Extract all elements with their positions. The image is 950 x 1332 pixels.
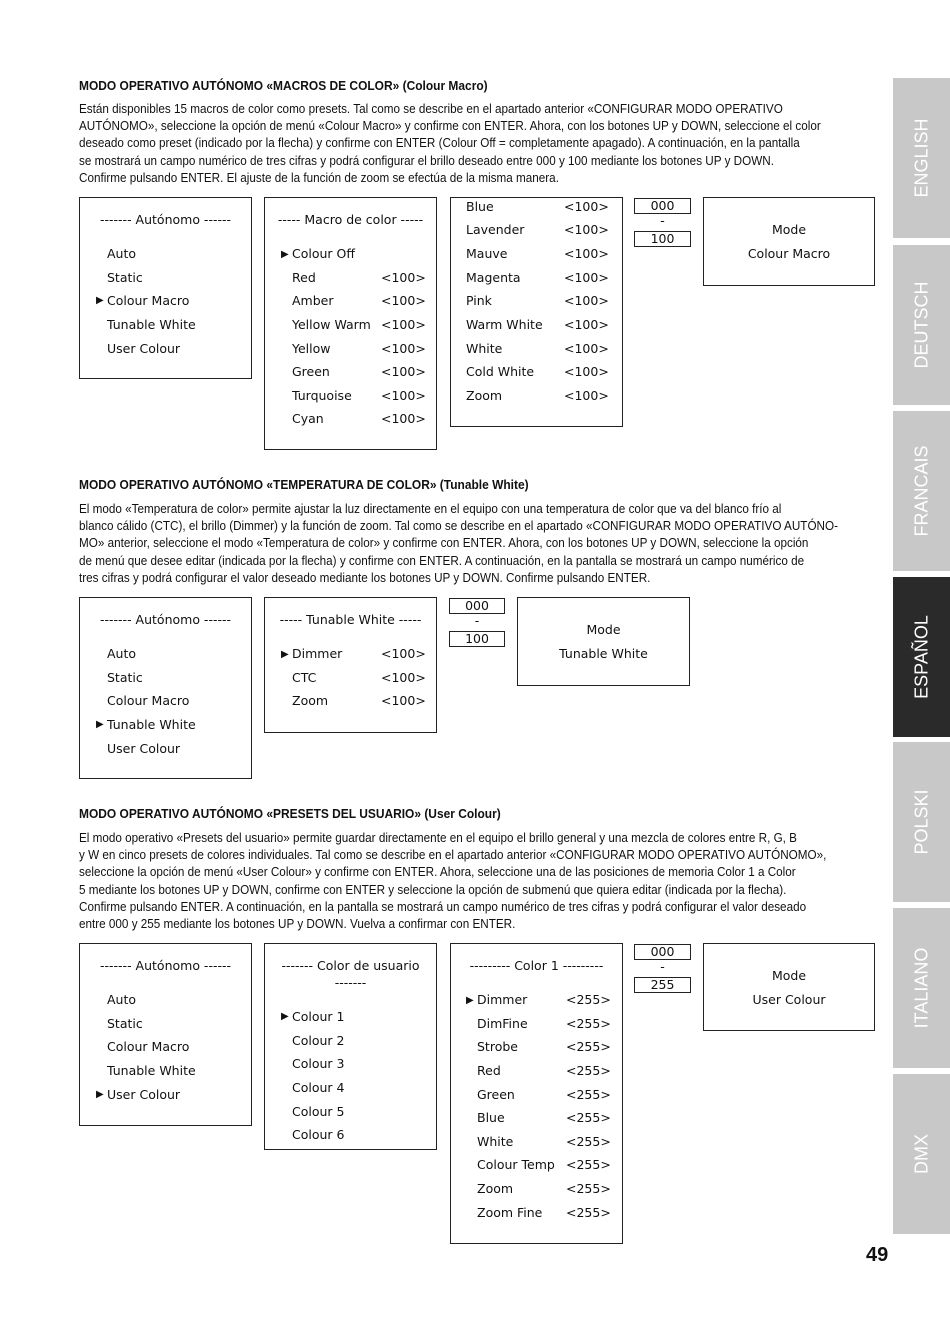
submenu-item-label: Yellow bbox=[292, 341, 331, 356]
submenu-item-value: <100> bbox=[381, 317, 426, 332]
tab-italiano[interactable] bbox=[893, 908, 950, 1068]
selection-arrow-icon: ▶ bbox=[281, 1011, 289, 1022]
range-min-field: 000 bbox=[449, 598, 505, 614]
section-paragraph-user-colour bbox=[79, 829, 827, 932]
submenu-item-label: Yellow Warm bbox=[292, 317, 371, 332]
menu-item-selected: Colour Macro bbox=[107, 293, 190, 308]
menu-item: Auto bbox=[107, 646, 137, 661]
tab-dmx[interactable] bbox=[893, 1074, 950, 1234]
tab-label: POLSKI bbox=[911, 789, 931, 855]
submenu-item-label: CTC bbox=[292, 670, 317, 685]
mode-value: Colour Macro bbox=[747, 246, 831, 261]
submenu-item-label: Colour 2 bbox=[292, 1033, 345, 1048]
submenu-item-label: White bbox=[477, 1134, 514, 1149]
submenu-item-label: Blue bbox=[466, 199, 494, 214]
range-min-field: 000 bbox=[634, 944, 691, 960]
section-heading-tunable-white: MODO OPERATIVO AUTÓNOMO «TEMPERATURA DE COLOR» (Tunable White) bbox=[79, 477, 529, 492]
submenu-item-label: Red bbox=[477, 1063, 501, 1078]
paragraph-line: MO» anterior, seleccione el modo «Temperatura de color» y confirme con ENTER. Ahora, con los botones UP y DOWN, seleccione la opción bbox=[79, 535, 809, 551]
section-heading-colour-macro: MODO OPERATIVO AUTÓNOMO «MACROS DE COLOR» (Colour Macro) bbox=[79, 78, 488, 93]
paragraph-line: de menú que desee editar (indicada por la flecha) y confirme con ENTER. A continuación, en la pantalla se mostrará un campo numérico de bbox=[79, 552, 805, 568]
selection-arrow-icon: ▶ bbox=[96, 719, 104, 730]
paragraph-line: El modo «Temperatura de color» permite ajustar la luz directamente en el equipo con una temperatura de color que va del blanco frío al bbox=[79, 501, 782, 516]
submenu-item-value: <255> bbox=[566, 992, 611, 1007]
range-separator: - bbox=[660, 213, 665, 228]
paragraph-line: se mostrará un campo numérico de tres cifras y podrá configurar el brillo deseado entre 000 y 100 mediante los botones UP y DOWN. bbox=[79, 152, 774, 168]
submenu-item-label: Colour 3 bbox=[292, 1056, 345, 1071]
menu-item: Tunable White bbox=[107, 1063, 196, 1078]
submenu-item-label: Mauve bbox=[466, 246, 508, 261]
submenu-item-value: <100> bbox=[381, 670, 426, 685]
submenu-item-value: <100> bbox=[564, 222, 609, 237]
menu-item: Colour Macro bbox=[107, 693, 190, 708]
tab-polski[interactable] bbox=[893, 742, 950, 902]
submenu-item-label: White bbox=[466, 341, 503, 356]
submenu-item-label: Warm White bbox=[466, 317, 543, 332]
tab-label: DEUTSCH bbox=[911, 281, 931, 369]
paragraph-line: 5 mediante los botones UP y DOWN, confirme con ENTER y seleccione la opción de submenú que quiera editar (indicada por la flecha). bbox=[79, 881, 787, 897]
paragraph-line: y W en cinco presets de colores individuales. Tal como se describe en el apartado anterior «CONFIGURAR MODO OPERATIVO AUTÓNOMO», bbox=[79, 847, 827, 863]
submenu-item-value: <255> bbox=[566, 1157, 611, 1172]
autonomo-menu-box bbox=[79, 597, 252, 779]
menu-title: ------- Autónomo ------ bbox=[100, 212, 231, 227]
menu-item: Colour Macro bbox=[107, 1039, 190, 1054]
submenu-item-value: <100> bbox=[564, 341, 609, 356]
submenu-item-value: <100> bbox=[564, 199, 609, 214]
submenu-item-value: <255> bbox=[566, 1110, 611, 1125]
submenu-item-value: <255> bbox=[566, 1205, 611, 1220]
menu-item-selected: Tunable White bbox=[107, 717, 196, 732]
paragraph-line: El modo operativo «Presets del usuario» permite guardar directamente en el equipo el brillo general y una mezcla de colores entre R, G, B bbox=[79, 830, 798, 845]
submenu-item-value: <100> bbox=[381, 646, 426, 661]
submenu-item-label: Dimmer bbox=[477, 992, 528, 1007]
submenu-title: ------- Color de usuario bbox=[281, 958, 420, 973]
submenu-title-continued: ------- bbox=[334, 975, 367, 990]
submenu-item-value: <100> bbox=[381, 364, 426, 379]
page-number: 49 bbox=[866, 1244, 889, 1266]
submenu-item-label: Colour 5 bbox=[292, 1104, 345, 1119]
submenu-title: ----- Macro de color ----- bbox=[277, 212, 424, 227]
paragraph-line: deseado como preset (indicado por la flecha) y confirme con ENTER (Colour Off = completamente apagado). A continuación, en la pantalla bbox=[79, 135, 800, 151]
submenu-item-label: Colour 1 bbox=[292, 1009, 345, 1024]
tab-deutsch[interactable] bbox=[893, 245, 950, 405]
tunable-white-box bbox=[264, 597, 437, 733]
mode-display-box bbox=[703, 197, 875, 286]
menu-item: Static bbox=[107, 270, 143, 285]
selection-arrow-icon: ▶ bbox=[466, 995, 474, 1006]
menu-item-selected: User Colour bbox=[107, 1087, 181, 1102]
submenu-item-value: <100> bbox=[564, 388, 609, 403]
submenu-item-label: Dimmer bbox=[292, 646, 343, 661]
submenu-item-value: <100> bbox=[564, 246, 609, 261]
mode-display-box bbox=[517, 597, 690, 686]
submenu-title: ----- Tunable White ----- bbox=[279, 612, 422, 627]
submenu-item-label: Cold White bbox=[466, 364, 535, 379]
menu-item: Tunable White bbox=[107, 317, 196, 332]
submenu-item-label: DimFine bbox=[477, 1016, 528, 1031]
section-paragraph-tunable-white bbox=[79, 500, 839, 586]
submenu-item-value: <255> bbox=[566, 1181, 611, 1196]
submenu-item-value: <100> bbox=[381, 693, 426, 708]
section-heading-user-colour: MODO OPERATIVO AUTÓNOMO «PRESETS DEL USUARIO» (User Colour) bbox=[79, 806, 501, 821]
selection-arrow-icon: ▶ bbox=[281, 249, 289, 260]
submenu-item-label: Turquoise bbox=[292, 388, 352, 403]
submenu-item-label: Zoom bbox=[292, 693, 329, 708]
menu-item: User Colour bbox=[107, 741, 181, 756]
paragraph-line: AUTÓNOMO», seleccione la opción de menú «Colour Macro» y confirme con ENTER. Ahora, con los botones UP y DOWN, seleccione el color bbox=[79, 118, 821, 134]
paragraph-line: Confirme pulsando ENTER. El ajuste de la función de zoom se efectúa de la misma manera. bbox=[79, 169, 559, 185]
range-max-field: 100 bbox=[634, 231, 691, 247]
color-1-box bbox=[450, 943, 623, 1244]
menu-title: ------- Autónomo ------ bbox=[100, 958, 231, 973]
tab-english[interactable] bbox=[893, 78, 950, 238]
menu-item: Auto bbox=[107, 246, 137, 261]
autonomo-menu-box bbox=[79, 943, 252, 1126]
submenu-item-label: Zoom Fine bbox=[477, 1205, 543, 1220]
selection-arrow-icon: ▶ bbox=[281, 649, 289, 660]
submenu-item-label: Colour Temp bbox=[477, 1157, 555, 1172]
range-separator: - bbox=[474, 613, 480, 628]
submenu-item-value: <100> bbox=[564, 317, 609, 332]
submenu-item-label: Red bbox=[292, 270, 316, 285]
range-separator: - bbox=[660, 959, 665, 974]
mode-value: User Colour bbox=[752, 992, 826, 1007]
submenu-item-value: <255> bbox=[566, 1039, 611, 1054]
submenu-item-label: Zoom bbox=[466, 388, 503, 403]
paragraph-line: entre 000 y 255 mediante los botones UP y DOWN. Vuelva a confirmar con ENTER. bbox=[79, 916, 516, 932]
paragraph-line: tres cifras y podrá configurar el valor deseado mediante los botones UP y DOWN. Confirme pulsando ENTER. bbox=[79, 569, 651, 585]
submenu-item-value: <255> bbox=[566, 1016, 611, 1031]
range-min-field: 000 bbox=[634, 198, 691, 214]
macro-de-color-continued-box bbox=[450, 197, 623, 427]
submenu-item-value: <100> bbox=[381, 341, 426, 356]
tab-label: ENGLISH bbox=[911, 118, 931, 198]
mode-display-box bbox=[703, 943, 875, 1031]
submenu-item-label: Green bbox=[477, 1087, 515, 1102]
submenu-title: --------- Color 1 --------- bbox=[469, 958, 604, 973]
paragraph-line: seleccione la opción de menú «User Colour» y confirme con ENTER. Ahora, seleccione una de las posiciones de memoria Color 1 a Color bbox=[79, 864, 796, 880]
range-max-field: 255 bbox=[634, 977, 691, 993]
submenu-item-value: <255> bbox=[566, 1063, 611, 1078]
submenu-item-value: <100> bbox=[564, 270, 609, 285]
range-max-field: 100 bbox=[449, 631, 505, 647]
submenu-item-label: Pink bbox=[466, 293, 492, 308]
submenu-item-label: Blue bbox=[477, 1110, 505, 1125]
submenu-item-label: Strobe bbox=[477, 1039, 518, 1054]
selection-arrow-icon: ▶ bbox=[96, 295, 104, 306]
submenu-item-value: <255> bbox=[566, 1134, 611, 1149]
menu-item: Static bbox=[107, 1016, 143, 1031]
menu-title: ------- Autónomo ------ bbox=[100, 612, 231, 627]
menu-item: Static bbox=[107, 670, 143, 685]
tab-label: ITALIANO bbox=[911, 947, 931, 1029]
submenu-item-value: <100> bbox=[381, 270, 426, 285]
submenu-item-label: Green bbox=[292, 364, 330, 379]
menu-item: User Colour bbox=[107, 341, 181, 356]
submenu-item-label: Colour 4 bbox=[292, 1080, 345, 1095]
mode-label: Mode bbox=[771, 968, 807, 983]
submenu-item-value: <100> bbox=[564, 364, 609, 379]
submenu-item-value: <100> bbox=[381, 293, 426, 308]
submenu-item-label: Colour 6 bbox=[292, 1127, 345, 1142]
submenu-item-value: <100> bbox=[381, 388, 426, 403]
submenu-item-value: <100> bbox=[381, 411, 426, 426]
autonomo-menu-box bbox=[79, 197, 252, 379]
tab-label: FRANCAIS bbox=[911, 445, 931, 537]
color-de-usuario-box bbox=[264, 943, 437, 1150]
tab-label: DMX bbox=[911, 1134, 931, 1174]
tab-label: ESPAÑOL bbox=[911, 615, 931, 699]
submenu-item-value: <100> bbox=[564, 293, 609, 308]
mode-value: Tunable White bbox=[559, 646, 648, 661]
submenu-item-label: Amber bbox=[292, 293, 334, 308]
section-paragraph-colour-macro bbox=[79, 100, 821, 186]
mode-label: Mode bbox=[586, 622, 621, 637]
submenu-item-label: Lavender bbox=[466, 222, 525, 237]
submenu-item-label: Zoom bbox=[477, 1181, 514, 1196]
submenu-item-value: <255> bbox=[566, 1087, 611, 1102]
mode-label: Mode bbox=[771, 222, 807, 237]
tab-espanol[interactable] bbox=[893, 577, 950, 737]
paragraph-line: blanco cálido (CTC), el brillo (Dimmer) y la función de zoom. Tal como se describe en el apartado «CONFIGURAR MODO OPERATIVO AUTÓNO- bbox=[79, 518, 839, 534]
paragraph-line: Están disponibles 15 macros de color como presets. Tal como se describe en el apartado anterior «CONFIGURAR MODO OPERATIVO bbox=[79, 101, 783, 116]
submenu-item-label: Magenta bbox=[466, 270, 521, 285]
paragraph-line: Confirme pulsando ENTER. A continuación, en la pantalla se mostrará un campo numérico de tres cifras y podrá configurar el valor deseado bbox=[79, 898, 807, 914]
macro-de-color-box bbox=[264, 197, 437, 450]
submenu-item-label: Colour Off bbox=[292, 246, 355, 261]
selection-arrow-icon: ▶ bbox=[96, 1089, 104, 1100]
menu-item: Auto bbox=[107, 992, 137, 1007]
tab-francais[interactable] bbox=[893, 411, 950, 571]
submenu-item-label: Cyan bbox=[292, 411, 324, 426]
